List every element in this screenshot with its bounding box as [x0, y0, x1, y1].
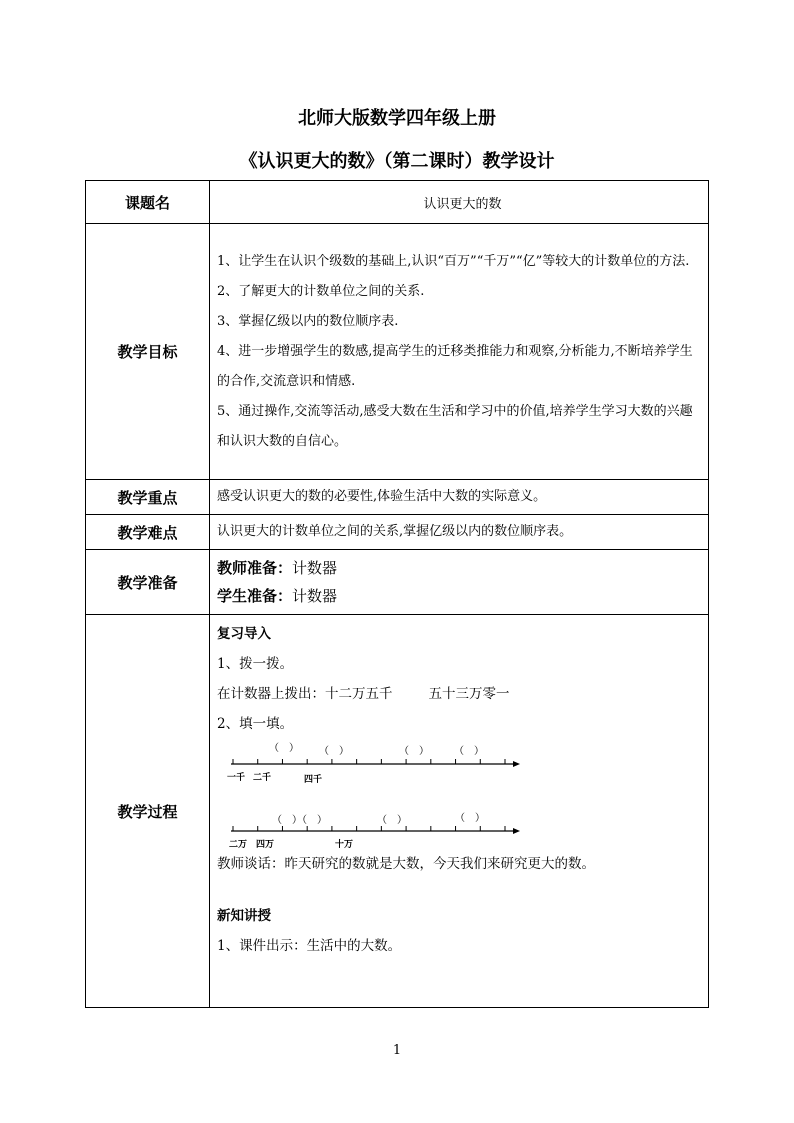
table-row-topic [86, 181, 709, 224]
key-points-label: 教学重点 [86, 480, 210, 515]
review-heading: 复习导入 [217, 626, 271, 642]
goals-label: 教学目标 [86, 224, 210, 480]
new-step-1: 1、课件出示：生活中的大数。 [217, 938, 402, 954]
tick-label: 十万 [335, 840, 354, 850]
table-row-goals [86, 224, 709, 480]
number-line-2 [231, 826, 520, 834]
tick-label: 二千 [253, 773, 272, 783]
tick-label: 四千 [304, 775, 323, 785]
number-line-1 [231, 759, 520, 767]
arrow-icon [513, 828, 520, 834]
blank-paren: （ ） [377, 815, 407, 826]
step-2: 2、填一填。 [217, 716, 294, 732]
table-row-key-points [86, 480, 709, 515]
preparation-content [210, 550, 709, 615]
topic-value: 认识更大的数 [210, 181, 709, 224]
table-row-preparation [86, 550, 709, 615]
blank-paren: （ ） [272, 815, 302, 826]
new-knowledge-heading: 新知讲授 [217, 908, 271, 924]
goal-item: 5、通过操作,交流等活动,感受大数在生活和学习中的价值,培养学生学习大数的兴趣和认识大数的自信心。 [217, 403, 693, 449]
blank-paren: （ ） [297, 815, 327, 826]
tick-label: 二万 [229, 840, 248, 850]
difficulty-label: 教学难点 [86, 515, 210, 550]
blank-paren: （ ） [455, 813, 485, 824]
teacher-prep [217, 554, 708, 582]
blank-paren: （ ） [454, 746, 484, 757]
step-1-number-b: 五十三万零一 [428, 686, 510, 702]
goal-item: 4、进一步增强学生的数感,提高学生的迁移类推能力和观察,分析能力,不断培养学生的合作,交流意识和情感. [217, 343, 693, 389]
goal-item: 1、让学生在认识个级数的基础上,认识“百万”“千万”“亿”等较大的计数单位的方法. [217, 253, 690, 269]
student-prep-value: 计数器 [292, 587, 338, 605]
number-lines-svg [217, 739, 537, 849]
goal-item: 3、掌握亿级以内的数位顺序表. [217, 313, 399, 329]
difficulty-value: 认识更大的计数单位之间的关系,掌握亿级以内的数位顺序表。 [210, 515, 709, 550]
preparation-label: 教学准备 [86, 550, 210, 615]
page-number: 1 [392, 1043, 402, 1058]
table-row-process [86, 615, 709, 1008]
step-1: 1、拨一拨。 [217, 656, 294, 672]
step-1-number-a: 十二万五千 [325, 686, 393, 702]
blank-paren: （ ） [399, 746, 429, 757]
document-subtitle: 《认识更大的数》（第二课时）教学设计 [239, 151, 555, 172]
tick-label: 一千 [227, 773, 246, 783]
teacher-talk: 教师谈话：昨天研究的数就是大数，今天我们来研究更大的数。 [217, 856, 595, 872]
teacher-prep-label: 教师准备： [217, 559, 293, 577]
student-prep-label: 学生准备： [217, 587, 293, 605]
tick-label: 四万 [256, 840, 275, 850]
step-1-prefix: 在计数器上拨出： [217, 686, 325, 702]
key-points-value: 感受认识更大的数的必要性,体验生活中大数的实际意义。 [210, 480, 709, 515]
student-prep [217, 582, 708, 610]
goal-item: 2、了解更大的计数单位之间的关系. [217, 283, 425, 299]
lesson-plan-table [85, 180, 709, 1008]
number-line-figure [217, 739, 537, 849]
teacher-prep-value: 计数器 [292, 559, 338, 577]
blank-paren: （ ） [319, 746, 349, 757]
process-content [210, 615, 709, 1008]
step-1-detail [217, 679, 708, 709]
blank-paren: （ ） [269, 743, 299, 754]
document-title: 北师大版数学四年级上册 [298, 108, 496, 129]
table-row-difficulty [86, 515, 709, 550]
goals-content [210, 224, 709, 480]
topic-label: 课题名 [86, 181, 210, 224]
arrow-icon [513, 761, 520, 767]
process-label: 教学过程 [86, 615, 210, 1008]
